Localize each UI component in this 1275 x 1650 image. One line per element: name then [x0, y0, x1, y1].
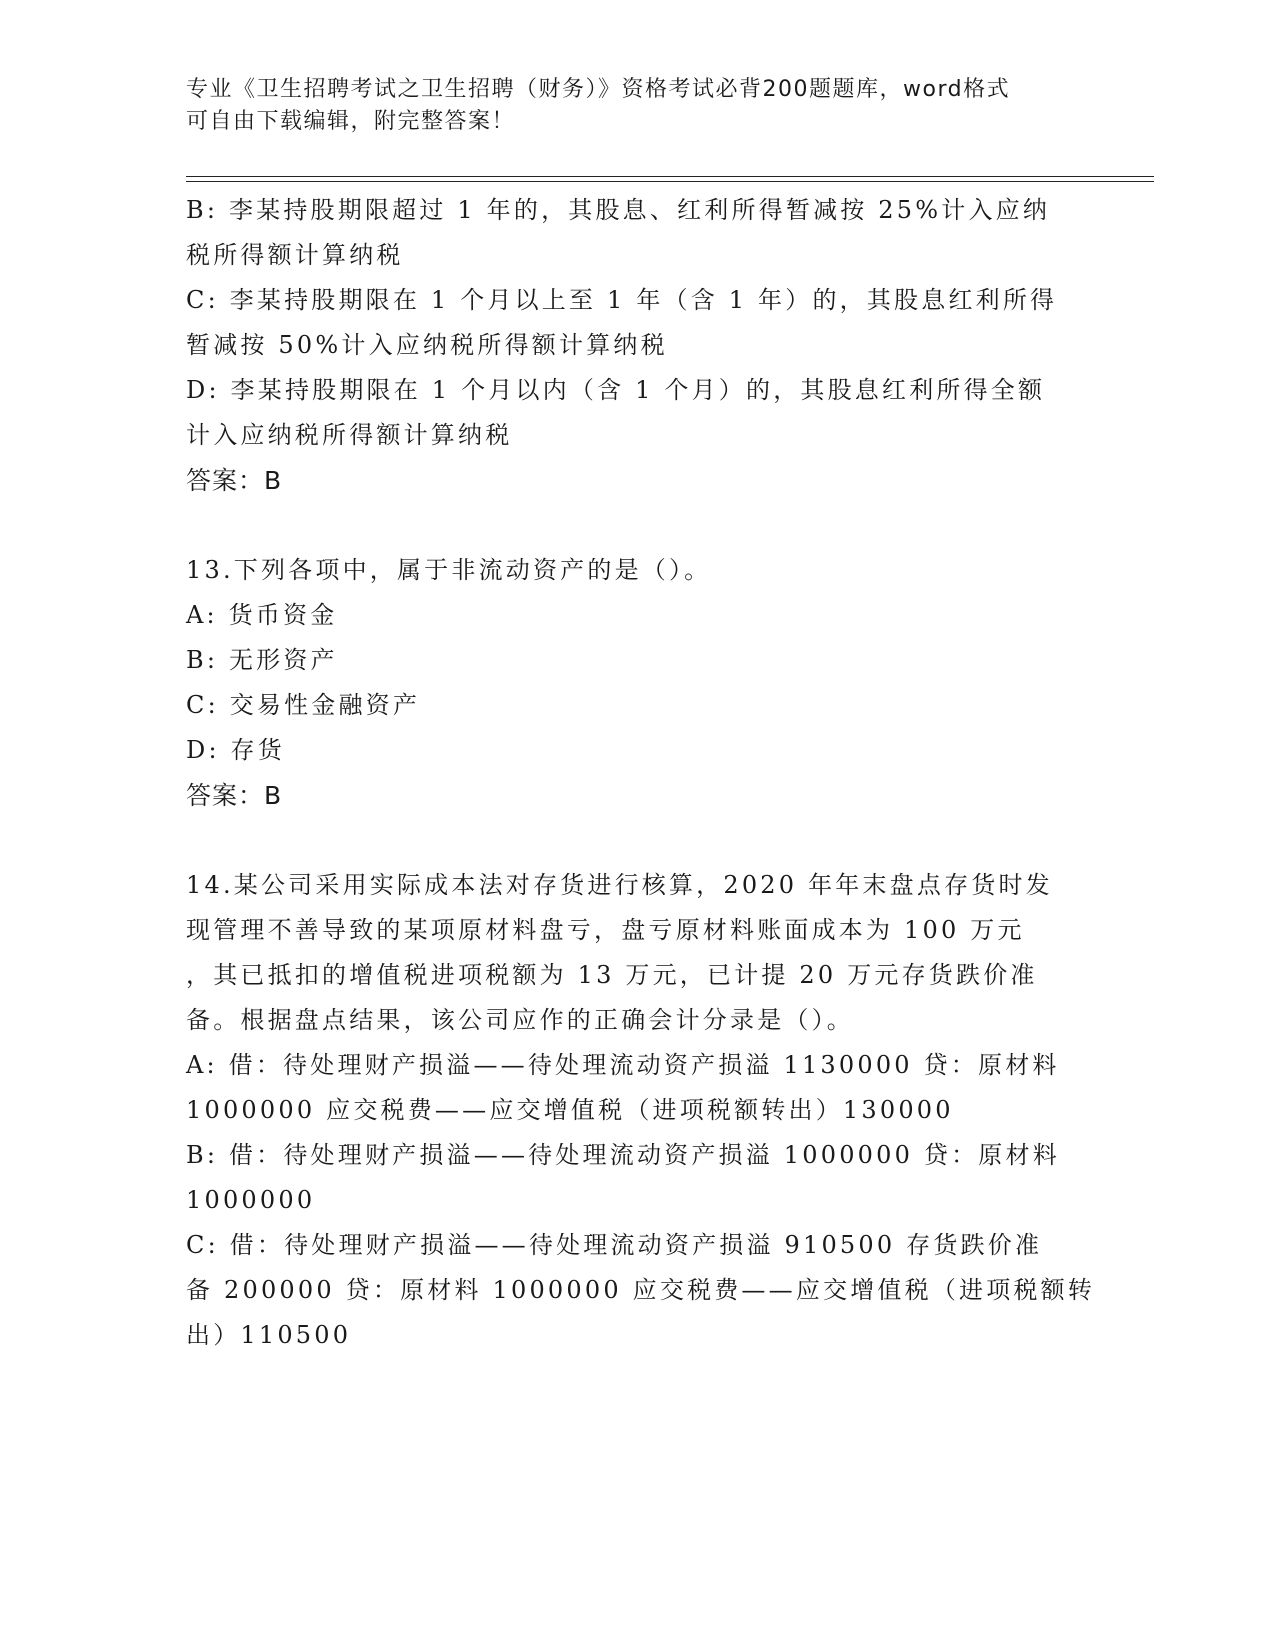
document-body — [186, 188, 1096, 1358]
q12-option-d-line-1: D: 李某持股期限在 1 个月以内（含 1 个月）的，其股息红利所得全额 — [186, 376, 1046, 404]
q14-option-c-line-1: C: 借：待处理财产损溢——待处理流动资产损溢 910500 存货跌价准 — [186, 1231, 1043, 1259]
q14-option-a-line-2: 1000000 应交税费——应交增值税（进项税额转出）130000 — [186, 1096, 954, 1124]
q14-question — [186, 863, 1086, 1043]
document-header — [186, 74, 1066, 138]
q12-option-d — [186, 368, 1086, 458]
q14-option-c-line-3: 出）110500 — [186, 1321, 352, 1349]
spacer — [186, 818, 1086, 863]
q14-option-a — [186, 1043, 1086, 1133]
header-rule-top — [186, 176, 1154, 177]
q14-option-b-line-2: 1000000 — [186, 1186, 316, 1214]
q14-question-line-1: 14.某公司采用实际成本法对存货进行核算，2020 年年末盘点存货时发 — [186, 871, 1053, 899]
q14-option-c-line-2: 备 200000 贷：原材料 1000000 应交税费——应交增值税（进项税额转 — [186, 1276, 1096, 1304]
q14-option-b-line-1: B: 借：待处理财产损溢——待处理流动资产损溢 1000000 贷：原材料 — [186, 1141, 1060, 1169]
q12-option-c-line-1: C: 李某持股期限在 1 个月以上至 1 年（含 1 年）的，其股息红利所得 — [186, 286, 1058, 314]
q13-question: 13.下列各项中，属于非流动资产的是（）。 — [186, 556, 712, 584]
q12-option-c — [186, 278, 1086, 368]
q14-question-line-4: 备。根据盘点结果，该公司应作的正确会计分录是（）。 — [186, 1006, 854, 1034]
q13-answer: 答案：B — [186, 781, 283, 810]
q12-option-b — [186, 188, 1086, 278]
q13-option-c: C: 交易性金融资产 — [186, 691, 421, 719]
q14-option-b — [186, 1133, 1086, 1223]
q14-option-a-line-1: A: 借：待处理财产损溢——待处理流动资产损溢 1130000 贷：原材料 — [186, 1051, 1060, 1079]
q13-option-d: D: 存货 — [186, 736, 285, 764]
q14-question-line-3: ，其已抵扣的增值税进项税额为 13 万元，已计提 20 万元存货跌价准 — [186, 961, 1038, 989]
header-line-2: 可自由下载编辑，附完整答案！ — [186, 109, 516, 134]
q12-option-c-line-2: 暂减按 50%计入应纳税所得额计算纳税 — [186, 331, 668, 359]
header-line-1: 专业《卫生招聘考试之卫生招聘（财务）》资格考试必背200题题库，word格式 — [186, 77, 1011, 102]
q13-option-b: B: 无形资产 — [186, 646, 338, 674]
q14-question-line-2: 现管理不善导致的某项原材料盘亏，盘亏原材料账面成本为 100 万元 — [186, 916, 1025, 944]
q12-option-b-line-2: 税所得额计算纳税 — [186, 241, 404, 269]
spacer — [186, 503, 1086, 548]
q12-option-b-line-1: B: 李某持股期限超过 1 年的，其股息、红利所得暂减按 25%计入应纳 — [186, 196, 1051, 224]
q12-answer: 答案：B — [186, 466, 283, 495]
header-rule-bottom — [186, 181, 1154, 182]
q14-option-c — [186, 1223, 1096, 1358]
q13-option-a: A: 货币资金 — [186, 601, 338, 629]
q12-option-d-line-2: 计入应纳税所得额计算纳税 — [186, 421, 513, 449]
